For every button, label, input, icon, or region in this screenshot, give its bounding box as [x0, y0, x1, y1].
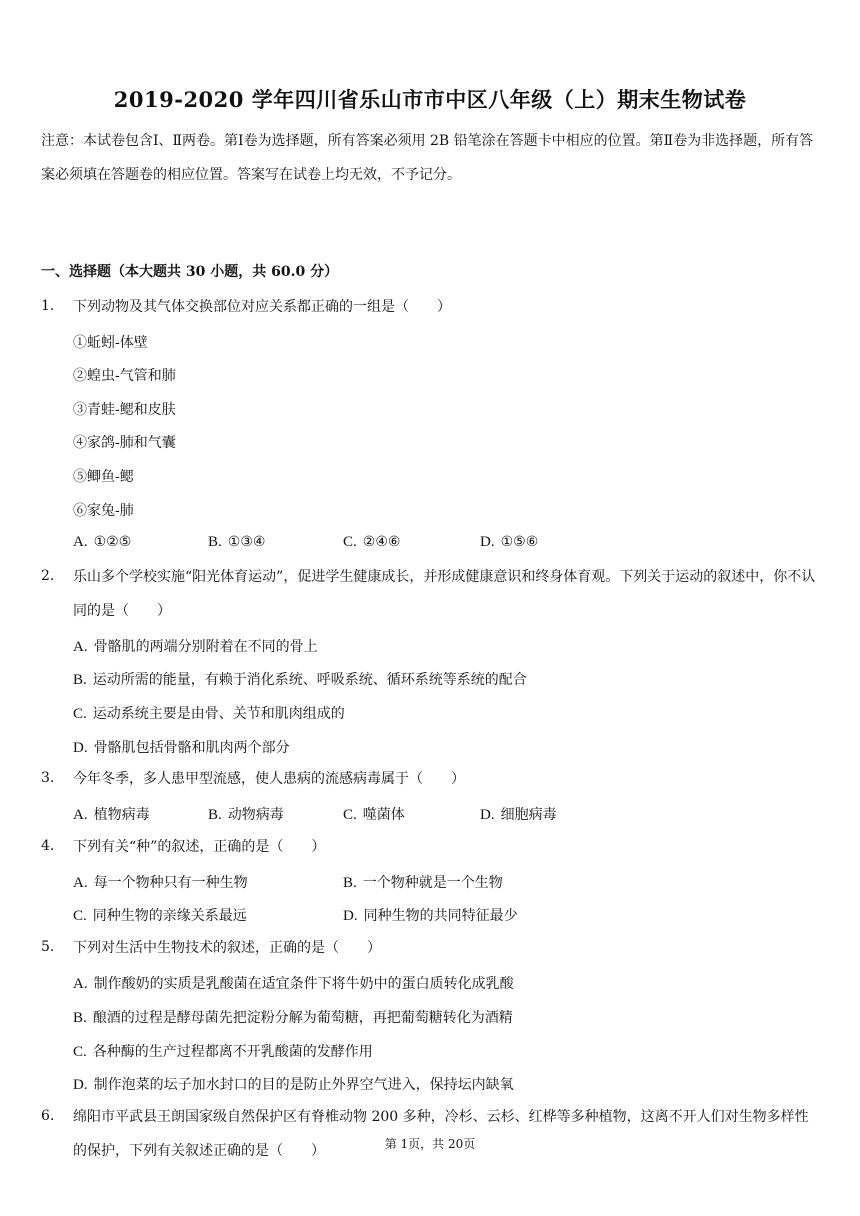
question-number: 2.	[41, 568, 55, 584]
option-a: A. 每一个物种只有一种生物	[73, 875, 248, 891]
option-b: B. 动物病毒	[208, 807, 284, 823]
option-c: C. ②④⑥	[343, 534, 401, 550]
option-a: A. 骨骼肌的两端分别附着在不同的骨上	[73, 639, 318, 655]
question-number: 6.	[41, 1108, 55, 1124]
question-stem: 今年冬季，多人患甲型流感，使人患病的流感病毒属于（ ）	[73, 771, 465, 787]
option-b: B. 酿酒的过程是酵母菌先把淀粉分解为葡萄糖，再把葡萄糖转化为酒精	[73, 1010, 513, 1026]
option-d: D. 制作泡菜的坛子加水封口的目的是防止外界空气进入，保持坛内缺氧	[73, 1077, 514, 1093]
question-stem: 下列动物及其气体交换部位对应关系都正确的一组是（ ）	[73, 299, 451, 315]
question-2	[41, 560, 821, 628]
exam-notice: 注意：本试卷包含Ⅰ、Ⅱ两卷。第Ⅰ卷为选择题，所有答案必须用 2B 铅笔涂在答题卡中相应的位置。第Ⅱ卷为非选择题，所有答案必须填在答题卷的相应位置。答案写在试卷上均无效，不予记分。	[41, 133, 814, 183]
question-stem: 乐山多个学校实施“阳光体育运动”，促进学生健康成长，并形成健康意识和终身体育观。下列关于运动的叙述中，你不认同的是（ ）	[73, 569, 816, 619]
question-number: 1.	[41, 298, 55, 314]
option-b: B. 一个物种就是一个生物	[343, 875, 503, 891]
statement-line: ③青蛙-鳃和皮肤	[73, 402, 176, 418]
question-stem: 下列对生活中生物技术的叙述，正确的是（ ）	[73, 940, 381, 956]
question-number: 5.	[41, 939, 55, 955]
option-a: A. ①②⑤	[73, 534, 132, 550]
page-footer: 第 1页，共 20页	[384, 1137, 476, 1151]
question-number: 3.	[41, 770, 55, 786]
question-6	[41, 1100, 821, 1168]
question-number: 4.	[41, 838, 55, 854]
statement-line: ④家鸽-肺和气囊	[73, 435, 176, 451]
option-a: A. 植物病毒	[73, 807, 150, 823]
option-c: C. 同种生物的亲缘关系最远	[73, 908, 247, 924]
option-c: C. 各种酶的生产过程都离不开乳酸菌的发酵作用	[73, 1044, 373, 1060]
option-b: B. 运动所需的能量，有赖于消化系统、呼吸系统、循环系统等系统的配合	[73, 672, 527, 688]
section-heading: 一、选择题（本大题共 30 小题，共 60.0 分）	[41, 264, 339, 280]
option-b: B. ①③④	[208, 534, 266, 550]
option-d: D. 同种生物的共同特征最少	[343, 908, 518, 924]
question-4	[41, 830, 821, 864]
question-stem: 绵阳市平武县王朗国家级自然保护区有脊椎动物 200 多种，冷杉、云杉、红桦等多种植物，这离不开人们对生物多样性的保护，下列有关叙述正确的是（ ）	[73, 1109, 809, 1159]
statement-line: ①蚯蚓-体壁	[73, 335, 148, 351]
question-5	[41, 931, 821, 965]
question-1	[41, 290, 821, 324]
question-3	[41, 762, 821, 796]
document-title: 2019-2020 学年四川省乐山市市中区八年级（上）期末生物试卷	[113, 87, 747, 112]
statement-line: ②蝗虫-气管和肺	[73, 368, 176, 384]
statement-line: ⑥家兔-肺	[73, 503, 134, 519]
question-stem: 下列有关“种”的叙述，正确的是（ ）	[73, 839, 326, 855]
option-d: D. 细胞病毒	[480, 807, 557, 823]
option-d: D. ①⑤⑥	[480, 534, 539, 550]
option-a: A. 制作酸奶的实质是乳酸菌在适宜条件下将牛奶中的蛋白质转化成乳酸	[73, 976, 514, 992]
statement-line: ⑤鲫鱼-鳃	[73, 469, 134, 485]
option-d: D. 骨骼肌包括骨骼和肌肉两个部分	[73, 740, 290, 756]
option-c: C. 噬菌体	[343, 807, 405, 823]
option-c: C. 运动系统主要是由骨、关节和肌肉组成的	[73, 706, 345, 722]
